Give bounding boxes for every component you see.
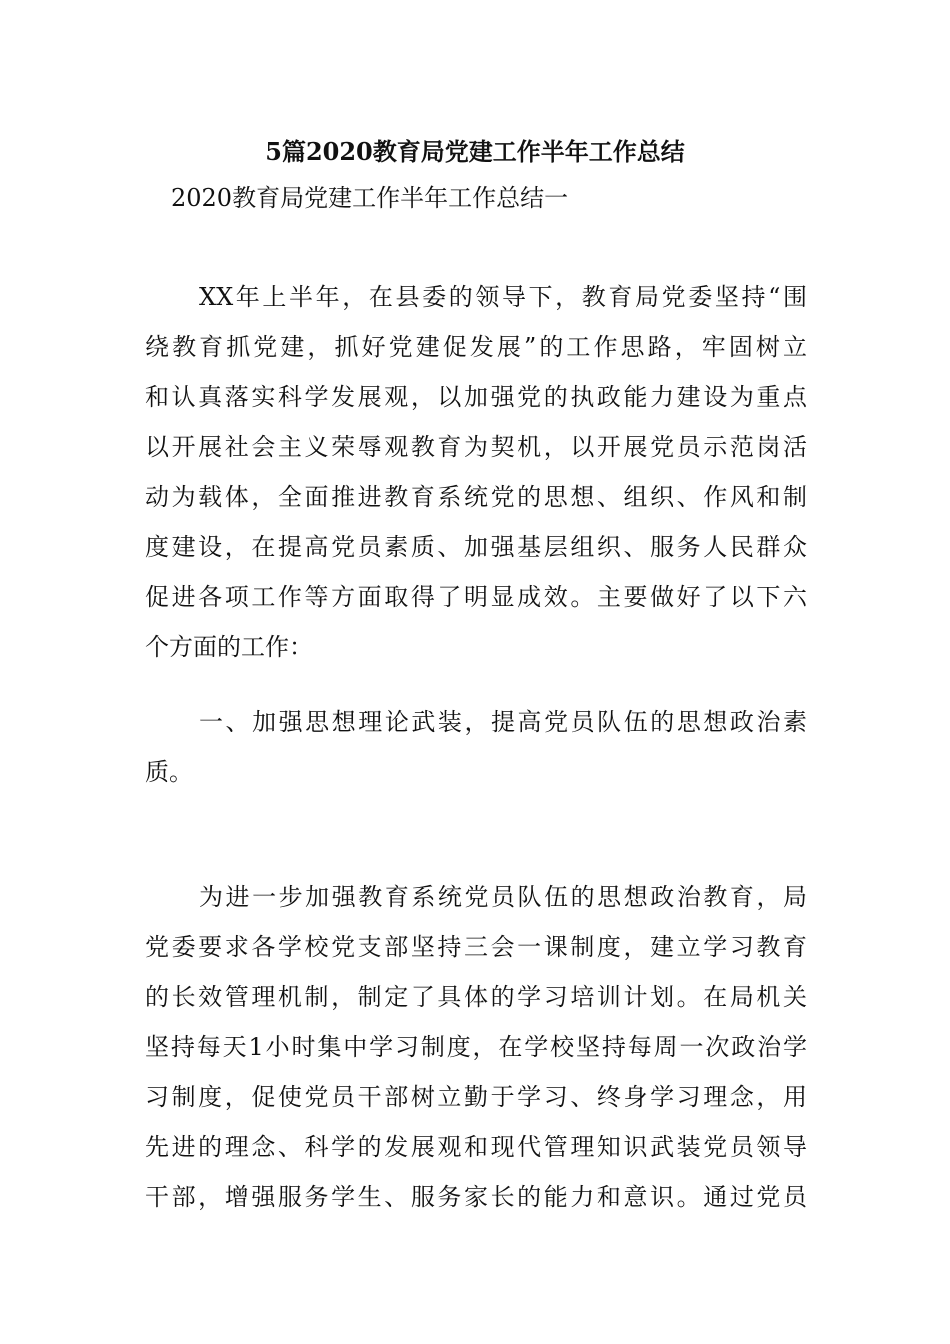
paragraph-line: 和认真落实科学发展观，以加强党的执政能力建设为重点 bbox=[145, 383, 807, 411]
paragraph-line: 为进一步加强教育系统党员队伍的思想政治教育，局 bbox=[199, 883, 807, 911]
paragraph-line: 坚持每天1小时集中学习制度，在学校坚持每周一次政治学 bbox=[145, 1033, 807, 1061]
section-heading-1 bbox=[145, 697, 807, 797]
paragraph-intro bbox=[145, 272, 807, 672]
paragraph-line: 一、加强思想理论武装，提高党员队伍的思想政治素 bbox=[199, 708, 807, 736]
paragraph-line: 先进的理念、科学的发展观和现代管理知识武装党员领导 bbox=[145, 1133, 807, 1161]
paragraph-section-1-body bbox=[145, 872, 807, 1222]
paragraph-line: 干部，增强服务学生、服务家长的能力和意识。通过党员 bbox=[145, 1183, 807, 1211]
paragraph-line: 促进各项工作等方面取得了明显成效。主要做好了以下六 bbox=[145, 583, 807, 611]
paragraph-line: 的长效管理机制，制定了具体的学习培训计划。在局机关 bbox=[145, 983, 807, 1011]
document-subtitle: 2020教育局党建工作半年工作总结一 bbox=[171, 184, 569, 212]
paragraph-line: 动为载体，全面推进教育系统党的思想、组织、作风和制 bbox=[145, 483, 807, 511]
paragraph-line: 个方面的工作： bbox=[145, 633, 313, 661]
paragraph-line: XX年上半年，在县委的领导下，教育局党委坚持“围 bbox=[199, 283, 807, 311]
paragraph-line: 绕教育抓党建，抓好党建促发展”的工作思路，牢固树立 bbox=[145, 333, 807, 361]
paragraph-line: 以开展社会主义荣辱观教育为契机，以开展党员示范岗活 bbox=[145, 433, 807, 461]
paragraph-line: 质。 bbox=[145, 758, 193, 786]
paragraph-line: 习制度，促使党员干部树立勤于学习、终身学习理念，用 bbox=[145, 1083, 807, 1111]
paragraph-line: 党委要求各学校党支部坚持三会一课制度，建立学习教育 bbox=[145, 933, 807, 961]
paragraph-line: 度建设，在提高党员素质、加强基层组织、服务人民群众 bbox=[145, 533, 807, 561]
document-title: 5篇2020教育局党建工作半年工作总结 bbox=[265, 137, 685, 166]
